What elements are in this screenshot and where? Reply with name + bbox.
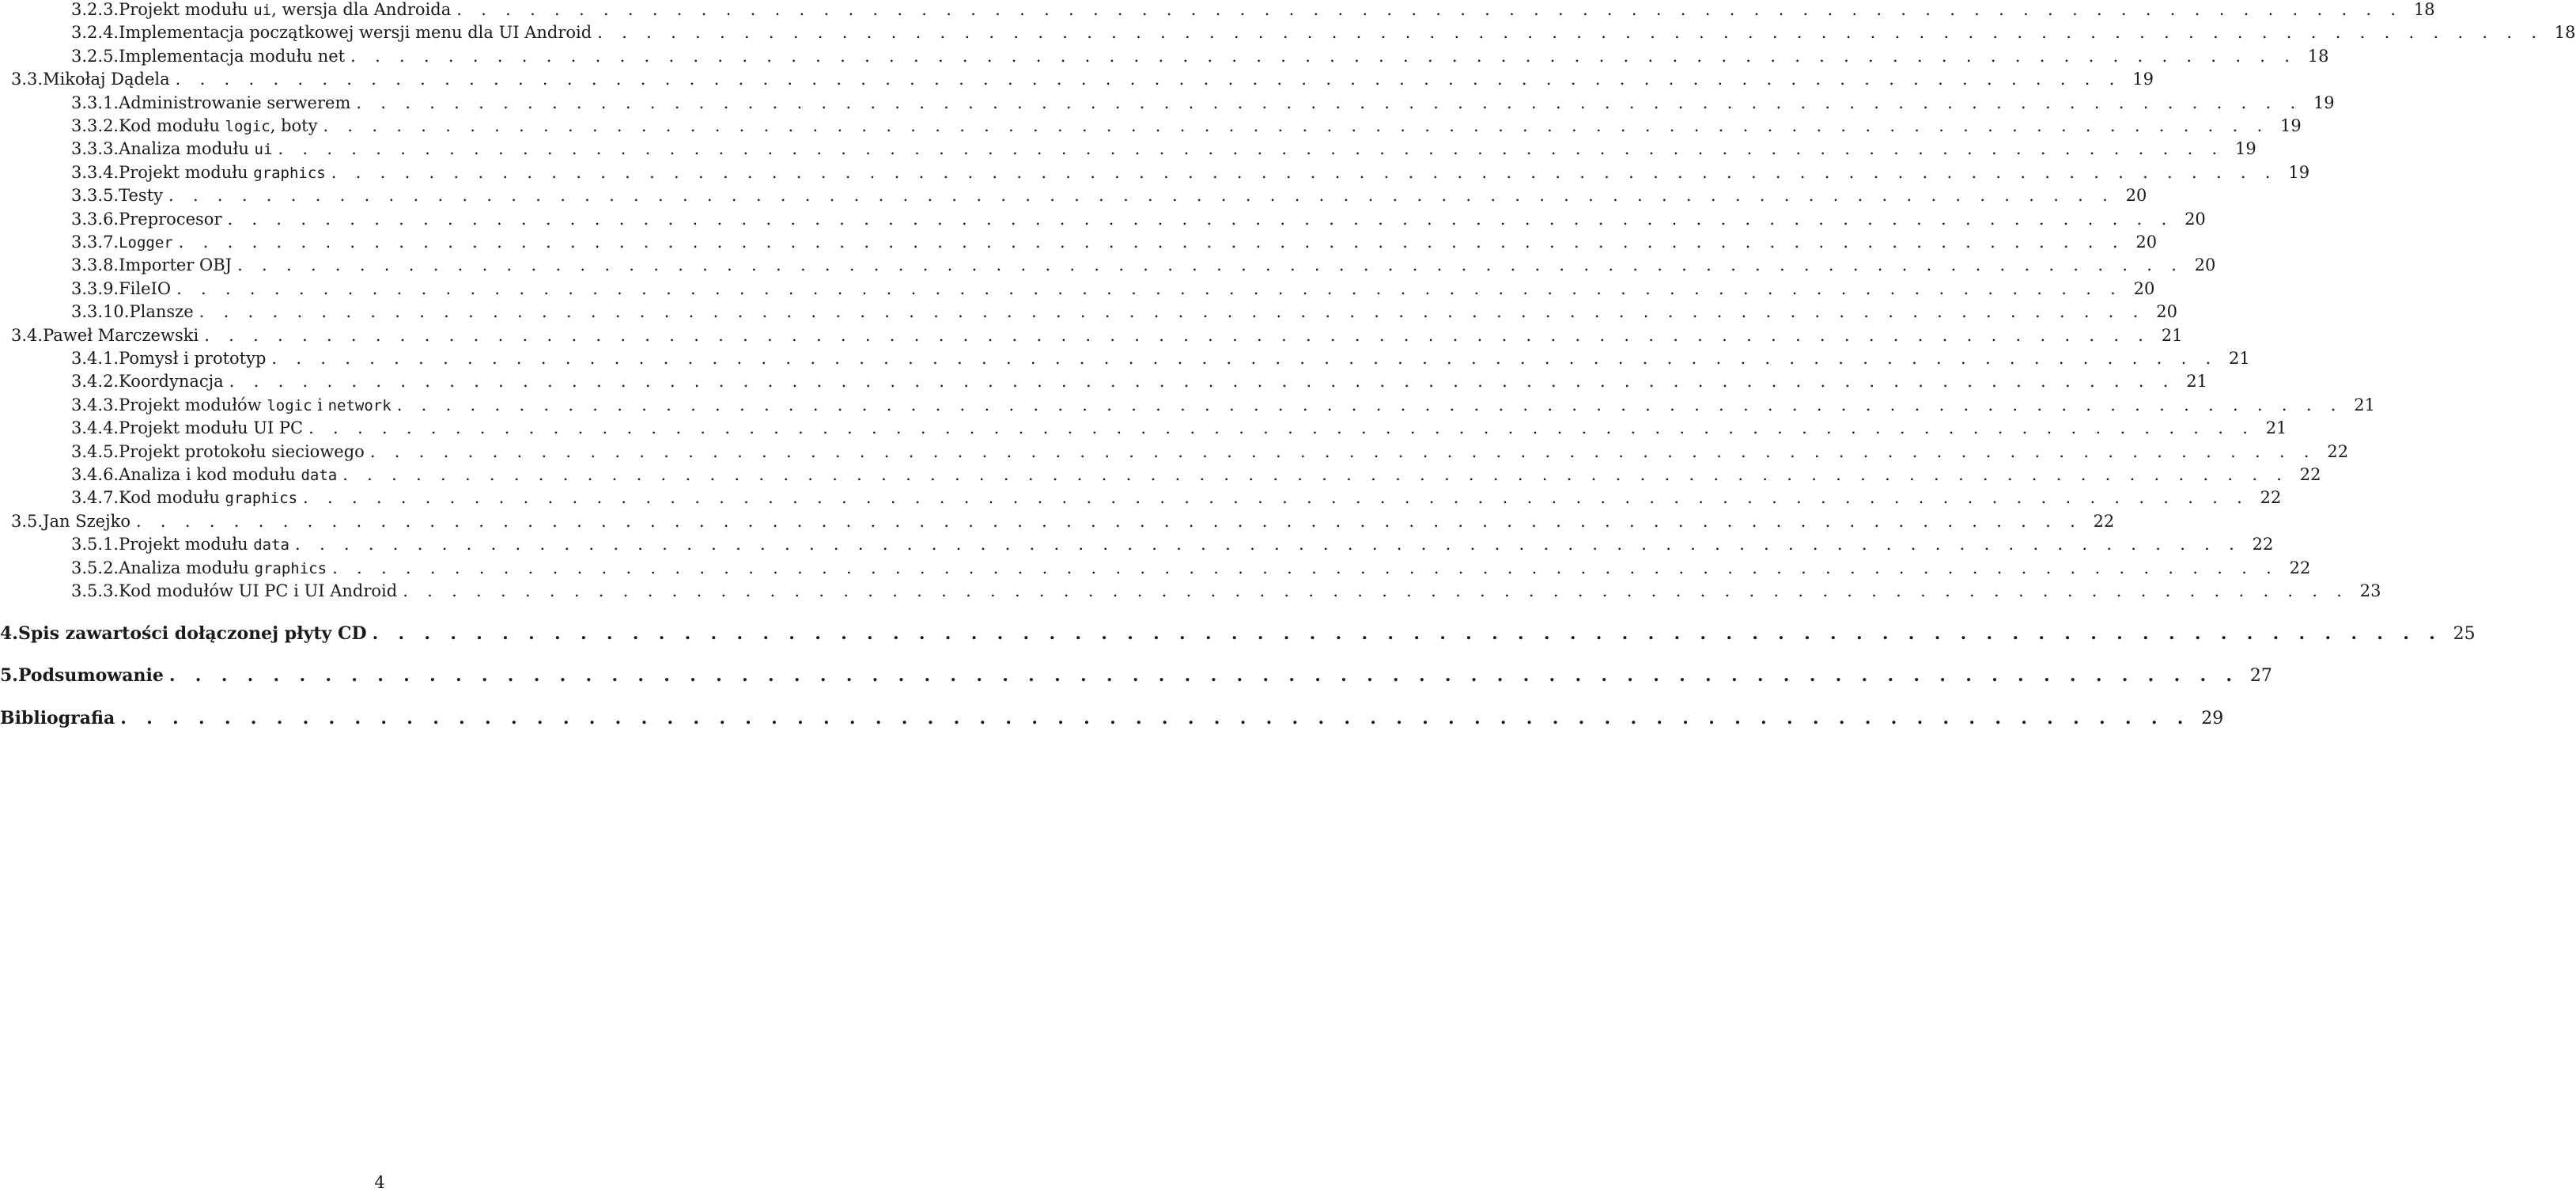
toc-entry-title <box>129 301 193 323</box>
toc-entry-number: 3.3.6. <box>71 209 119 229</box>
toc-entry-title <box>18 664 164 687</box>
toc-entry-title <box>119 464 337 486</box>
toc-entry-number: 3.3.4. <box>71 162 119 182</box>
toc-entry-title <box>119 184 163 206</box>
toc-entry-title <box>119 580 397 602</box>
toc-entry-number: 3.4.7. <box>71 488 119 508</box>
toc-entry[interactable] <box>71 45 2329 67</box>
toc-entry-number: 3.3.2. <box>71 116 119 135</box>
toc-entry-title <box>43 324 199 346</box>
toc-entry-title <box>119 231 173 254</box>
dot-leader: . . . . . . . . . . . . . . . . . . . . . . . . . . . . . . . . . . . . . . . . . . . . . . . . . . . . . . . . . . . . . . . . . . . . . . . . . . . . . . . . <box>332 558 2279 577</box>
toc-entry-page: 22 <box>2260 488 2282 508</box>
toc-entry[interactable] <box>71 254 2216 276</box>
dot-leader: . . . . . . . . . . . . . . . . . . . . . . . . . . . . . . . . . . . . . . . . . . . . . . . . . . . . . . . . . . . . . . . . . . . . . . . . . . . . . . . . <box>176 278 2123 298</box>
dot-leader: . . . . . . . . . . . . . . . . . . . . . . . . . . . . . . . . . . . . . . . . . . . . . . . . . . . . . . . . . . . . . . . . . . . . . . . . . . . . . . . . <box>175 70 2122 89</box>
toc-entry-title <box>18 622 367 645</box>
toc-entry-number: 3.5. <box>11 511 44 531</box>
dot-leader: . . . . . . . . . . . . . . . . . . . . . . . . . . . . . . . . . . . . . . . . . . . . . . . . . . . . . . . . . . . . . . . . . . . . . . . . . . . . . . . . <box>204 325 2150 345</box>
toc-entry[interactable] <box>71 580 2381 602</box>
title-text: Projekt modułu <box>119 0 254 19</box>
toc-entry-title <box>119 138 272 161</box>
toc-entry-page: 29 <box>2201 708 2224 728</box>
dot-leader: . . . . . . . . . . . . . . . . . . . . . . . . . . . . . . . . . . . . . . . . . . . . . . . . . . . . . . . . . . . . . . . . . . . . . . . . . . . . . . . . <box>229 372 2176 392</box>
toc-entry-title <box>119 92 350 114</box>
code-text: Logger <box>119 234 173 252</box>
code-text: graphics <box>225 490 298 508</box>
title-text: Testy <box>119 186 163 206</box>
title-text: Kod modułu <box>119 488 225 508</box>
title-text: Implementacja początkowej wersji menu dla UI Android <box>119 23 592 43</box>
toc-entry[interactable] <box>71 115 2302 137</box>
toc-entry-page: 21 <box>2161 325 2183 345</box>
dot-leader: . . . . . . . . . . . . . . . . . . . . . . . . . . . . . . . . . . . . . . . . . . . . . . . . . . . . . . . . . . . . . . . . . . . . . . . . . . . . . . . . <box>303 488 2249 508</box>
toc-entry-title <box>119 486 297 509</box>
title-text: Jan Szejko <box>43 511 131 531</box>
toc-entry-title <box>119 115 317 138</box>
code-text: graphics <box>253 164 326 182</box>
toc-entry[interactable] <box>71 370 2208 392</box>
toc-entry-title <box>119 441 365 463</box>
toc-entry[interactable] <box>0 622 2476 645</box>
toc-entry-page: 21 <box>2229 349 2250 368</box>
dot-leader: . . . . . . . . . . . . . . . . . . . . . . . . . . . . . . . . . . . . . . . . . . . . . . . . . . . . . . . . . . . . . . . . . . . . . . . . . . . . . . . . <box>597 23 2544 43</box>
toc-entry-title <box>119 394 392 417</box>
dot-leader: . . . . . . . . . . . . . . . . . . . . . . . . . . . . . . . . . . . . . . . . . . . . . . . . . . . . . . . . . . . . . . . . . . . . . . . . . . . . . . . . <box>350 46 2297 66</box>
toc-entry[interactable] <box>71 533 2274 555</box>
toc-entry-number: 3.4.2. <box>71 372 119 392</box>
dot-leader: . . . . . . . . . . . . . . . . . . . . . . . . . . . . . . . . . . . . . . . . . . . . . . . . . . . . . . . . . . . . . . . . . . . . . . . . . . . . . . . . <box>456 0 2403 19</box>
title-text: i <box>312 395 328 414</box>
toc-entry-number: 3.3. <box>11 70 44 89</box>
toc-entry-page: 23 <box>2359 581 2381 600</box>
toc-entry[interactable] <box>11 510 2115 532</box>
toc-entry[interactable] <box>71 184 2147 206</box>
toc-entry-page: 21 <box>2265 418 2287 438</box>
toc-entry-title <box>0 707 115 729</box>
toc-entry-number: 3.3.9. <box>71 278 119 298</box>
toc-entry[interactable] <box>71 161 2310 184</box>
toc-entry-number: 3.4.5. <box>71 441 119 461</box>
dot-leader: . . . . . . . . . . . . . . . . . . . . . . . . . . . . . . . . . . . . . . . . . . . . . . . . . . . . . . . . . . . . . . . . . . . . . . . . . . . . . . . . <box>271 349 2218 368</box>
toc-entry-title <box>119 45 345 67</box>
code-text: graphics <box>254 559 327 577</box>
toc-entry-title <box>119 21 592 44</box>
toc-entry-number: 3.4.3. <box>71 395 119 414</box>
toc-entry-page: 20 <box>2135 233 2158 252</box>
toc-entry[interactable] <box>71 278 2155 300</box>
toc-entry-title <box>119 347 266 369</box>
toc-entry-number: 3.2.4. <box>71 23 119 43</box>
toc-entry-number: 3.3.5. <box>71 186 119 206</box>
toc-entry-page: 21 <box>2354 395 2375 414</box>
dot-leader: . . . . . . . . . . . . . . . . . . . . . . . . . . . . . . . . . . . . . . . . . . . . . . . . . . . . . . . . . . . . . . . . . . . . . . . . . . . . . . . . <box>199 302 2146 322</box>
title-text: Projekt modułu <box>119 535 254 554</box>
toc-entry[interactable] <box>71 0 2435 21</box>
title-text: Projekt modułów <box>119 395 267 414</box>
title-text: Mikołaj Dądela <box>43 70 170 89</box>
dot-leader: . . . . . . . . . . . . . . . . . . . . . . . . . . . . . . . . . . . . . . . . . . . . . . . . . . . . . . . . . . . . . . . . . . . . . . . . . . . . . . . . <box>168 186 2115 206</box>
toc-entry[interactable] <box>71 441 2349 463</box>
dot-leader: . . . . . . . . . . . . . . . . . . . . . . . . . . . . . . . . . . . . . . . . . . . . . . . . . . . . . . . . . . . . . . . . . . . . . . . . . . . . . . . . <box>323 116 2270 135</box>
toc-entry-page: 22 <box>2289 558 2311 577</box>
title-text: Pomysł i prototyp <box>119 349 267 368</box>
toc-entry-number: 3.3.1. <box>71 93 119 112</box>
toc-entry-page: 22 <box>2299 465 2321 484</box>
toc-entry[interactable] <box>71 208 2206 230</box>
toc-entry-page: 22 <box>2252 535 2274 554</box>
title-text: Spis zawartości dołączonej płyty CD <box>17 622 367 644</box>
toc-entry-page: 25 <box>2453 623 2476 644</box>
title-text: Plansze <box>129 302 194 322</box>
toc-entry-page: 18 <box>2307 46 2329 66</box>
title-text: Kod modułów UI PC i UI Android <box>119 581 398 600</box>
toc-entry-number: 3.2.3. <box>71 0 119 19</box>
dot-leader: . . . . . . . . . . . . . . . . . . . . . . . . . . . . . . . . . . . . . . . . . . . . . . . . . . . . . . . . . . . . . . . . . . . . . . . . . . . . . . . . <box>308 418 2255 438</box>
toc-entry-page: 22 <box>2093 511 2115 531</box>
toc-entry-page: 20 <box>2156 302 2177 322</box>
toc-entry-number: 3.4. <box>11 325 44 345</box>
toc-entry-number: 3.5.2. <box>71 558 119 577</box>
title-text: Projekt modułu <box>119 162 254 182</box>
dot-leader: . . . . . . . . . . . . . . . . . . . . . . . . . . . . . . . . . . . . . . . . . . . . . . . . . . . . . . . . . . . . . . . . . . . . . . . . . . . . . . . . <box>372 622 2442 644</box>
title-text: Bibliografia <box>0 707 115 728</box>
toc-entry-page: 19 <box>2235 139 2256 159</box>
dot-leader: . . . . . . . . . . . . . . . . . . . . . . . . . . . . . . . . . . . . . . . . . . . . . . . . . . . . . . . . . . . . . . . . . . . . . . . . . . . . . . . . <box>237 255 2184 275</box>
dot-leader: . . . . . . . . . . . . . . . . . . . . . . . . . . . . . . . . . . . . . . . . . . . . . . . . . . . . . . . . . . . . . . . . . . . . . . . . . . . . . . . . <box>331 162 2278 182</box>
toc-entry[interactable] <box>0 664 2272 687</box>
toc-entry-title <box>119 208 221 230</box>
title-text: Podsumowanie <box>17 665 164 686</box>
dot-leader: . . . . . . . . . . . . . . . . . . . . . . . . . . . . . . . . . . . . . . . . . . . . . . . . . . . . . . . . . . . . . . . . . . . . . . . . . . . . . . . . <box>295 535 2241 554</box>
dot-leader: . . . . . . . . . . . . . . . . . . . . . . . . . . . . . . . . . . . . . . . . . . . . . . . . . . . . . . . . . . . . . . . . . . . . . . . . . . . . . . . . <box>396 395 2343 414</box>
title-text: Administrowanie serwerem <box>119 93 351 112</box>
toc-entry-number: 4. <box>0 622 18 644</box>
toc-entry-title <box>119 254 232 276</box>
toc-entry-title <box>119 557 327 580</box>
toc-entry[interactable] <box>0 707 2224 729</box>
dot-leader: . . . . . . . . . . . . . . . . . . . . . . . . . . . . . . . . . . . . . . . . . . . . . . . . . . . . . . . . . . . . . . . . . . . . . . . . . . . . . . . . <box>356 93 2302 112</box>
toc-entry[interactable] <box>71 486 2282 509</box>
toc-entry-number: 3.3.3. <box>71 139 119 159</box>
toc-entry-page: 22 <box>2327 441 2349 461</box>
toc-entry-page: 18 <box>2413 0 2435 19</box>
title-text: Koordynacja <box>119 372 224 392</box>
toc-entry[interactable] <box>71 138 2256 160</box>
title-text: Preprocesor <box>119 209 222 229</box>
dot-leader: . . . . . . . . . . . . . . . . . . . . . . . . . . . . . . . . . . . . . . . . . . . . . . . . . . . . . . . . . . . . . . . . . . . . . . . . . . . . . . . . <box>369 441 2317 461</box>
toc-entry-page: 18 <box>2554 23 2576 43</box>
dot-leader: . . . . . . . . . . . . . . . . . . . . . . . . . . . . . . . . . . . . . . . . . . . . . . . . . . . . . . . . . . . . . . . . . . . . . . . . . . . . . . . . <box>178 233 2125 252</box>
toc-entry-title <box>119 0 451 21</box>
title-text: Importer OBJ <box>119 255 233 275</box>
dot-leader: . . . . . . . . . . . . . . . . . . . . . . . . . . . . . . . . . . . . . . . . . . . . . . . . . . . . . . . . . . . . . . . . . . . . . . . . . . . . . . . . <box>227 209 2174 229</box>
toc-entry-number: 3.4.4. <box>71 418 119 438</box>
toc-entry-page: 19 <box>2313 93 2335 112</box>
title-text: Projekt modułu UI PC <box>119 418 304 438</box>
dot-leader: . . . . . . . . . . . . . . . . . . . . . . . . . . . . . . . . . . . . . . . . . . . . . . . . . . . . . . . . . . . . . . . . . . . . . . . . . . . . . . . . <box>342 465 2289 484</box>
dot-leader: . . . . . . . . . . . . . . . . . . . . . . . . . . . . . . . . . . . . . . . . . . . . . . . . . . . . . . . . . . . . . . . . . . . . . . . . . . . . . . . . <box>278 139 2225 159</box>
toc-entry-title <box>119 161 326 184</box>
toc-entry-number: 5. <box>0 665 18 686</box>
toc-entry[interactable] <box>71 557 2311 579</box>
title-text: Analiza i kod modułu <box>119 465 301 484</box>
code-text: logic <box>267 396 312 414</box>
toc-entry[interactable] <box>71 231 2158 253</box>
title-text: Projekt protokołu sieciowego <box>119 441 365 461</box>
title-text: Analiza modułu <box>119 558 255 577</box>
title-text: Implementacja modułu net <box>119 46 346 66</box>
toc-entry[interactable] <box>71 417 2287 439</box>
toc-entry-title <box>119 370 224 392</box>
code-text: network <box>327 396 392 414</box>
toc-entry-title <box>43 68 170 90</box>
toc-entry[interactable] <box>71 347 2250 369</box>
title-text: Paweł Marczewski <box>43 325 199 345</box>
toc-entry-page: 21 <box>2186 372 2208 392</box>
toc-entry-number: 3.3.10. <box>71 302 130 322</box>
toc-entry[interactable] <box>71 394 2375 416</box>
toc-entry-title <box>43 510 131 532</box>
dot-leader: . . . . . . . . . . . . . . . . . . . . . . . . . . . . . . . . . . . . . . . . . . . . . . . . . . . . . . . . . . . . . . . . . . . . . . . . . . . . . . . . <box>168 665 2239 686</box>
toc-entry[interactable] <box>11 68 2154 90</box>
toc-entry-page: 20 <box>2194 255 2216 275</box>
dot-leader: . . . . . . . . . . . . . . . . . . . . . . . . . . . . . . . . . . . . . . . . . . . . . . . . . . . . . . . . . . . . . . . . . . . . . . . . . . . . . . . . <box>120 707 2191 728</box>
dot-leader: . . . . . . . . . . . . . . . . . . . . . . . . . . . . . . . . . . . . . . . . . . . . . . . . . . . . . . . . . . . . . . . . . . . . . . . . . . . . . . . . <box>403 581 2349 600</box>
toc-entry[interactable] <box>71 21 2576 44</box>
toc-entry-page: 27 <box>2249 666 2272 686</box>
dot-leader: . . . . . . . . . . . . . . . . . . . . . . . . . . . . . . . . . . . . . . . . . . . . . . . . . . . . . . . . . . . . . . . . . . . . . . . . . . . . . . . . <box>135 511 2082 531</box>
toc-entry-title <box>119 278 171 300</box>
toc-entry-page: 19 <box>2132 70 2154 89</box>
toc-entry-page: 19 <box>2288 162 2310 182</box>
toc-entry-page: 20 <box>2133 278 2155 298</box>
title-text: Analiza modułu <box>119 139 255 159</box>
code-text: data <box>301 467 338 484</box>
code-text: ui <box>253 2 272 19</box>
toc-entry[interactable] <box>71 464 2321 486</box>
toc-entry-page: 19 <box>2280 116 2302 135</box>
toc-entry-number: 3.4.1. <box>71 349 119 368</box>
toc-entry-number: 3.5.1. <box>71 535 119 554</box>
title-text: , boty <box>270 116 318 135</box>
title-text: Kod modułu <box>119 116 225 135</box>
toc-entry-number: 3.2.5. <box>71 46 119 66</box>
toc-entry-page: 20 <box>2184 209 2206 229</box>
title-text: , wersja dla Androida <box>271 0 452 19</box>
toc-entry[interactable] <box>71 92 2335 114</box>
code-text: ui <box>254 141 273 159</box>
title-text: FileIO <box>119 278 172 298</box>
toc-entry-title <box>119 533 289 556</box>
toc-entry-number: 3.3.7. <box>71 233 119 252</box>
toc-entry[interactable] <box>11 324 2183 346</box>
toc-entry-number: 3.4.6. <box>71 465 119 484</box>
toc-entry-number: 3.5.3. <box>71 581 119 600</box>
toc-entry-title <box>119 417 303 439</box>
page-number: 4 <box>374 1173 385 1192</box>
toc-entry-page: 20 <box>2125 186 2147 206</box>
toc-entry-number: 3.3.8. <box>71 255 119 275</box>
code-text: logic <box>225 118 270 135</box>
code-text: data <box>253 536 289 554</box>
toc-entry[interactable] <box>71 301 2177 323</box>
